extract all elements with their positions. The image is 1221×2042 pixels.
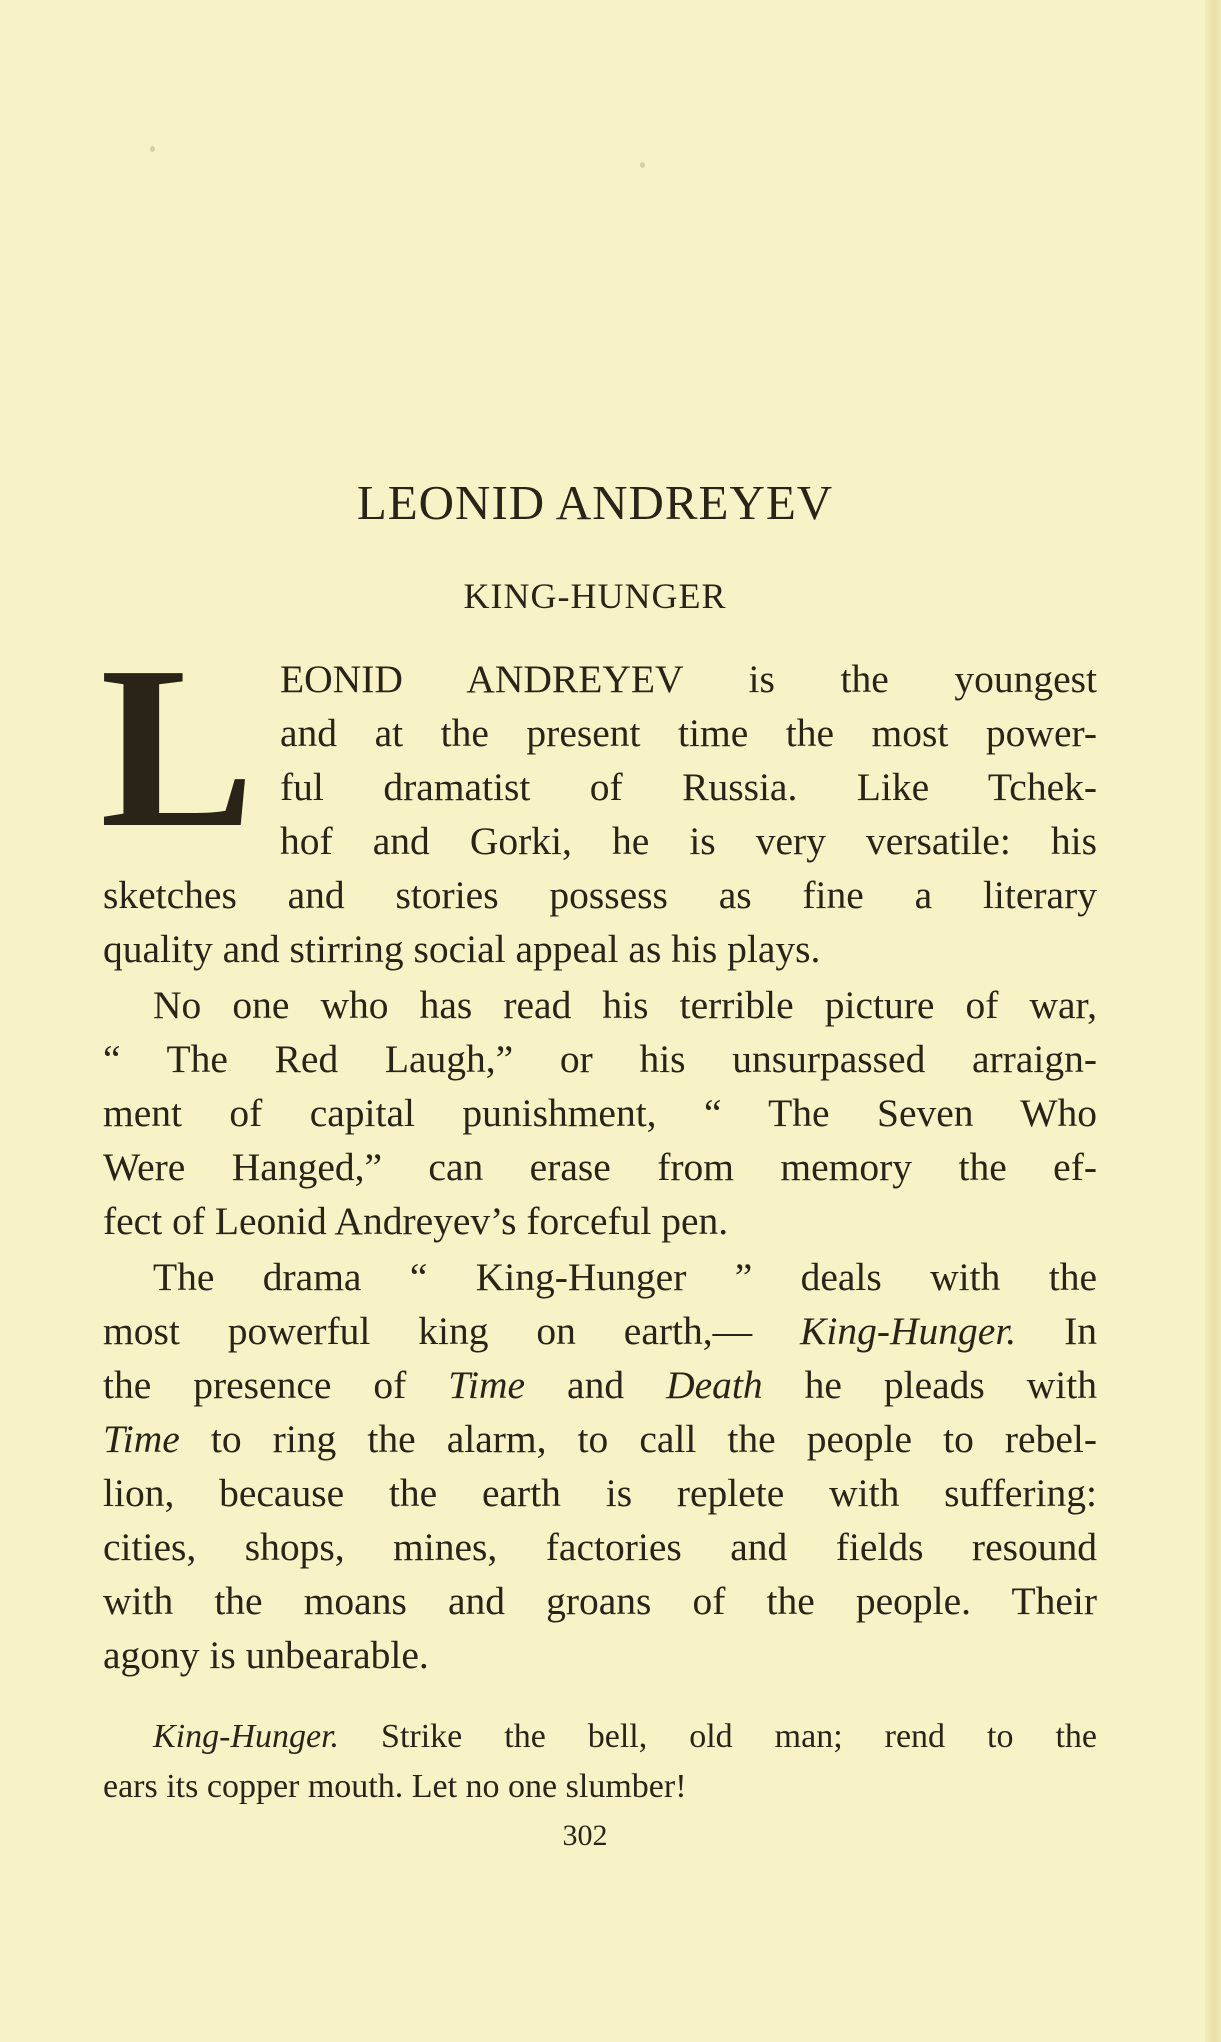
paragraph-2-line: fect of Leonid Andreyev’s forceful pen. xyxy=(103,1199,729,1243)
paper-speck xyxy=(640,162,645,168)
line-text: he pleads with xyxy=(762,1363,1097,1407)
italic-name: Time xyxy=(448,1363,526,1407)
paragraph-3-line xyxy=(103,1628,1097,1682)
paragraph-2-line: “ The Red Laugh,” or his unsurpassed arraign- xyxy=(103,1037,1097,1081)
paragraph-3-line xyxy=(103,1304,1097,1358)
line-text: The drama “ King-Hunger ” deals with the xyxy=(153,1255,1097,1299)
paragraph-2-line: ment of capital punishment, “ The Seven Who xyxy=(103,1091,1097,1135)
line-text: In xyxy=(1016,1309,1098,1353)
excerpt-line: ears its copper mouth. Let no one slumber! xyxy=(103,1768,687,1805)
paragraph-3-line xyxy=(103,1574,1097,1628)
paragraph-3-line xyxy=(103,1520,1097,1574)
paragraph-3-line xyxy=(153,1250,1097,1304)
line-text: agony is unbearable. xyxy=(103,1633,429,1677)
italic-name: Death xyxy=(666,1363,763,1407)
paragraph-1-line: and at the present time the most power- xyxy=(280,711,1097,755)
italic-name: Time xyxy=(103,1417,180,1461)
line-text: and xyxy=(525,1363,667,1407)
line-text: cities, shops, mines, factories and fields resound xyxy=(103,1525,1097,1569)
page-edge xyxy=(1205,0,1221,2042)
line-text: to ring the alarm, to call the people to rebel- xyxy=(179,1417,1097,1461)
paragraph-2-line: No one who has read his terrible picture of war, xyxy=(153,983,1097,1027)
drop-cap: L xyxy=(100,619,255,876)
line-text: most powerful king on earth,— xyxy=(103,1309,801,1353)
paper-speck xyxy=(150,146,155,152)
page-title: LEONID ANDREYEV xyxy=(356,475,834,530)
speaker-name: King-Hunger. xyxy=(153,1718,340,1755)
paragraph-2-line: Were Hanged,” can erase from memory the ef- xyxy=(103,1145,1097,1189)
page-number: 302 xyxy=(562,1819,608,1852)
paragraph-3-line xyxy=(103,1412,1097,1466)
excerpt-line xyxy=(153,1712,1097,1762)
paragraph-3-line xyxy=(103,1358,1097,1412)
line-text: the presence of xyxy=(103,1363,449,1407)
paragraph-1-line: quality and stirring social appeal as his plays. xyxy=(103,927,821,971)
paragraph-1-line: ful dramatist of Russia. Like Tchek- xyxy=(280,765,1097,809)
section-subtitle: KING-HUNGER xyxy=(463,576,727,616)
paragraph-3-line xyxy=(103,1466,1097,1520)
paragraph-1-line: sketches and stories possess as fine a literary xyxy=(103,873,1097,917)
italic-name: King-Hunger. xyxy=(800,1309,1017,1353)
line-text: with the moans and groans of the people. Their xyxy=(103,1579,1097,1623)
paragraph-1-line: EONID ANDREYEV is the youngest xyxy=(280,657,1097,701)
line-text: lion, because the earth is replete with suffering: xyxy=(103,1471,1097,1515)
excerpt-text: Strike the bell, old man; rend to the xyxy=(339,1718,1097,1755)
paragraph-1-line: hof and Gorki, he is very versatile: his xyxy=(280,819,1097,863)
